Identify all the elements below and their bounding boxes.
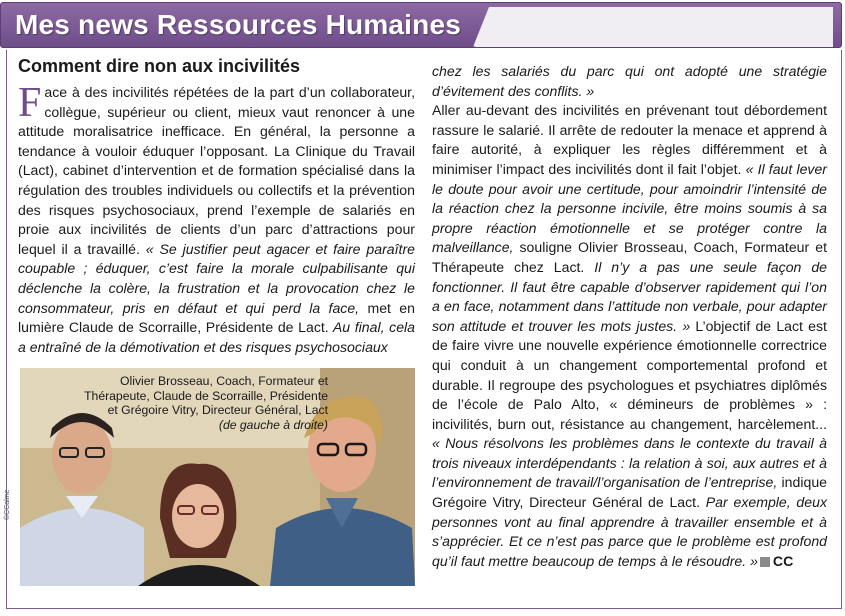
article-paragraph: [432, 101, 827, 571]
quote-text: chez les salariés du parc qui ont adopté une stratégie d’évitement des conflits. »: [432, 63, 827, 99]
quote-text: Par exemple, deux personnes vont au final apprendre à travailler ensemble et à s’apprécier. Et ce n’est pas parce que le problème est profond qu’il faut mettre beaucoup de temps à le résoudre. »: [432, 494, 827, 569]
quote-text: Il n’y a pas une seule façon de fonctionner. Il faut être capable d’observer rapidement qui l’on a en face, notamment dans l’attitude non verbale, pour adapter son attitude et trouver les mots justes. »: [432, 258, 828, 334]
article-title: Comment dire non aux incivilités: [18, 56, 301, 76]
attribution-text: indique Grégoire Vitry, Directeur Général de Lact.: [432, 474, 828, 511]
caption-text: Olivier Brosseau, Coach, Formateur et Thérapeute, Claude de Scorraille, Présidente et Grégoire Vitry, Directeur Général, Lact: [84, 374, 328, 418]
section-title: Mes news Ressources Humaines: [15, 9, 462, 40]
paragraph-text: L’objectif de Lact est de faire vivre une nouvelle expérience émotionnelle correctrice qui conduit à un changement comportemental profond et durable. Il regroupe des psychologues et psychiatres diplômés de l’école de Palo Alto, « démineurs de problèmes » : incivilités, burn out, résistance au changement, harcèlement...: [432, 317, 827, 432]
attribution-text: souligne Olivier Brosseau, Coach, Formateur et Thérapeute chez Lact.: [432, 239, 827, 275]
caption-note: (de gauche à droite): [218, 417, 328, 432]
banner-decoration: [473, 7, 833, 47]
article-column-left: [18, 80, 416, 357]
author-signature: CC: [772, 552, 794, 569]
section-banner: [0, 2, 842, 48]
paragraph-text: Aller au-devant des incivilités en prévenant tout débordement rassure le salarié. Il arrête de redouter la menace et apprend à faire autorité, à expliquer les règles différemment et à minimiser l’impact des incivilités dont il fait l’objet.: [432, 102, 827, 177]
photo-credit: ©CCalme: [4, 489, 11, 520]
attribution-text: met en lumière Claude de Scorraille, Présidente de Lact.: [18, 299, 415, 336]
photo-caption: [78, 374, 328, 432]
article-paragraph: [432, 62, 827, 101]
quote-text: « Il faut lever le doute pour avoir une certitude, pour amoindrir l’intensité de la réaction chez la personne incivile, être moins soumis à sa propre réaction émotionnelle et se protéger contre la malveillance,: [432, 160, 827, 256]
quote-text: « Nous résolvons les problèmes dans le contexte du travail à trois niveaux interdépendants : la relation à soi, aux autres et à l’environnement de travail/l’organisation de l’entreprise,: [432, 435, 827, 491]
quote-text: Au final, cela a entraîné de la démotivation et des risques psychosociaux: [18, 319, 416, 355]
article-paragraph: [18, 80, 416, 357]
end-square-icon: [760, 557, 770, 567]
drop-cap: F: [18, 80, 42, 126]
team-photo: [20, 368, 415, 586]
quote-text: « Se justifier peut agacer et faire paraître coupable ; éduquer, c’est faire la morale culpabilisante qui déclenche la colère, la frustration et la provocation chez le consommateur, pris en défaut et qui perd la face,: [18, 240, 415, 316]
article-column-right: [432, 62, 827, 571]
paragraph-text: ace à des incivilités répétées de la part d’un collaborateur, collègue, supérieur ou client, mieux vaut renoncer à une attitude moralisatrice inefficace. En général, la personne a tendance à vouloir éduquer l’opposant. La Clinique du Travail (Lact), cabinet d’intervention et de formation spécialisé dans la régulation des troubles individuels ou collectifs et la prévention des risques psychosociaux, prend l’exemple de salariés en proie aux incivilités de clients d’un parc d’attractions pour lequel il a travaillé.: [18, 84, 415, 257]
